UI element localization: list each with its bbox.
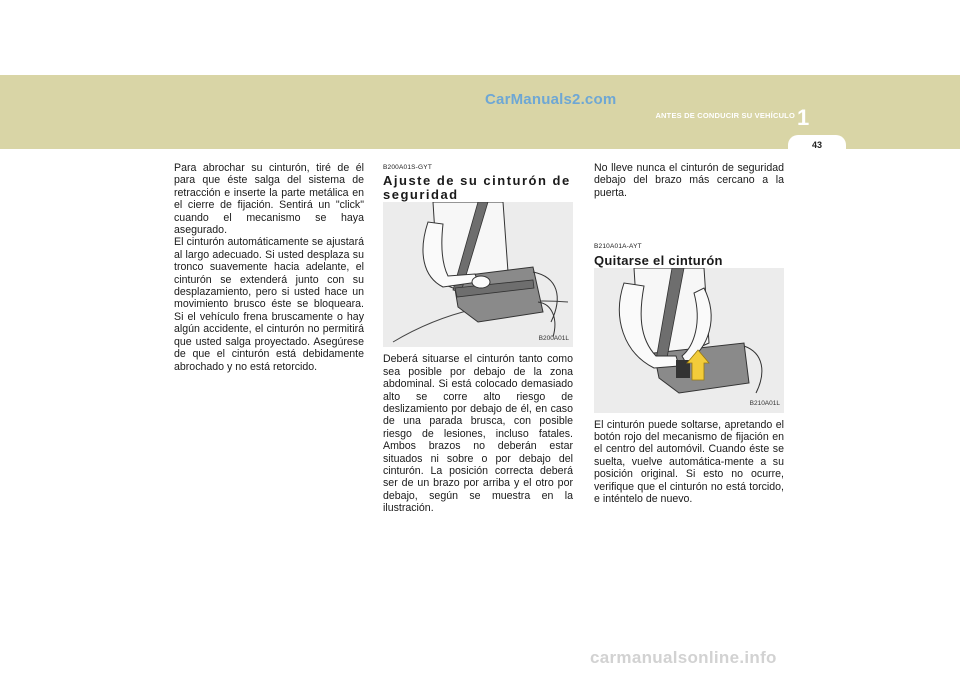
brand-logo-text[interactable]: CarManuals2.com (485, 91, 617, 108)
column-2 (383, 162, 573, 515)
belt-adjustment-illustration (383, 202, 573, 347)
section-heading: Ajuste de su cinturón de seguridad (383, 173, 571, 203)
figure-label: B200A01L (538, 335, 569, 342)
paragraph-belt-release: El cinturón puede soltarse, apretando el botón rojo del mecanismo de fijación en el centro del automóvil. Cuando éste se suelta, vuelve automática-mente a su posición original. Si esto no ocurre, verifique que el cinturón no está torcido, e inténtelo de nuevo. (594, 418, 784, 506)
section-code: B200A01S-GYT (383, 164, 433, 171)
section-heading: Quitarse el cinturón (594, 252, 723, 268)
belt-release-illustration (594, 268, 784, 413)
section-code: B210A01A-AYT (594, 243, 642, 251)
footer-watermark[interactable]: carmanualsonline.info (590, 648, 777, 667)
chapter-number: 1 (797, 105, 810, 130)
column-1 (174, 162, 364, 373)
paragraph-warning-arm: No lleve nunca el cinturón de seguridad debajo del brazo más cercano a la puerta. (594, 162, 784, 199)
page-number: 43 (811, 140, 822, 150)
paragraph-auto-adjust: El cinturón automáticamente se ajustará al largo adecuado. Si usted desplaza su tronco suavemente hacia adelante, el cinturón se extenderá junto con su desplazamiento, pero si usted hace un movimiento brusco éste se bloqueara. Si el vehículo frena bruscamente o hay algún accidente, el cinturón no permitirá que usted salga proyectado. Asegúrese de que el cinturón está debidamente abrochado y no está retorcido. (174, 236, 364, 373)
figure-belt-adjustment (383, 202, 573, 347)
column-3 (594, 162, 784, 505)
section-title: ANTES DE CONDUCIR SU VEHÍCULO (655, 111, 795, 120)
figure-label: B210A01L (749, 400, 780, 408)
page-number-tab (788, 135, 846, 155)
figure-belt-release (594, 268, 784, 413)
paragraph-buckle-instructions: Para abrochar su cinturón, tiré de él para que éste salga del sistema de retracción e inserte la parte metálica en el cierre de fijación. Sentirá un "click" cuando el mecanismo se haya asegurado. (174, 162, 364, 237)
paragraph-belt-position: Deberá situarse el cinturón tanto como sea posible por debajo de la zona abdominal. Si está colocado demasiado alto se corre alto riesgo de deslizamiento por debajo de él, en caso de una parada brusca, con posible riesgo de lesiones, incluso fatales. Ambos brazos no deberán estar situados ni sobre o por debajo del cinturón. La posición correcta deberá ser de un brazo por arriba y el otro por debajo, según se muestra en la ilustración. (383, 353, 573, 515)
